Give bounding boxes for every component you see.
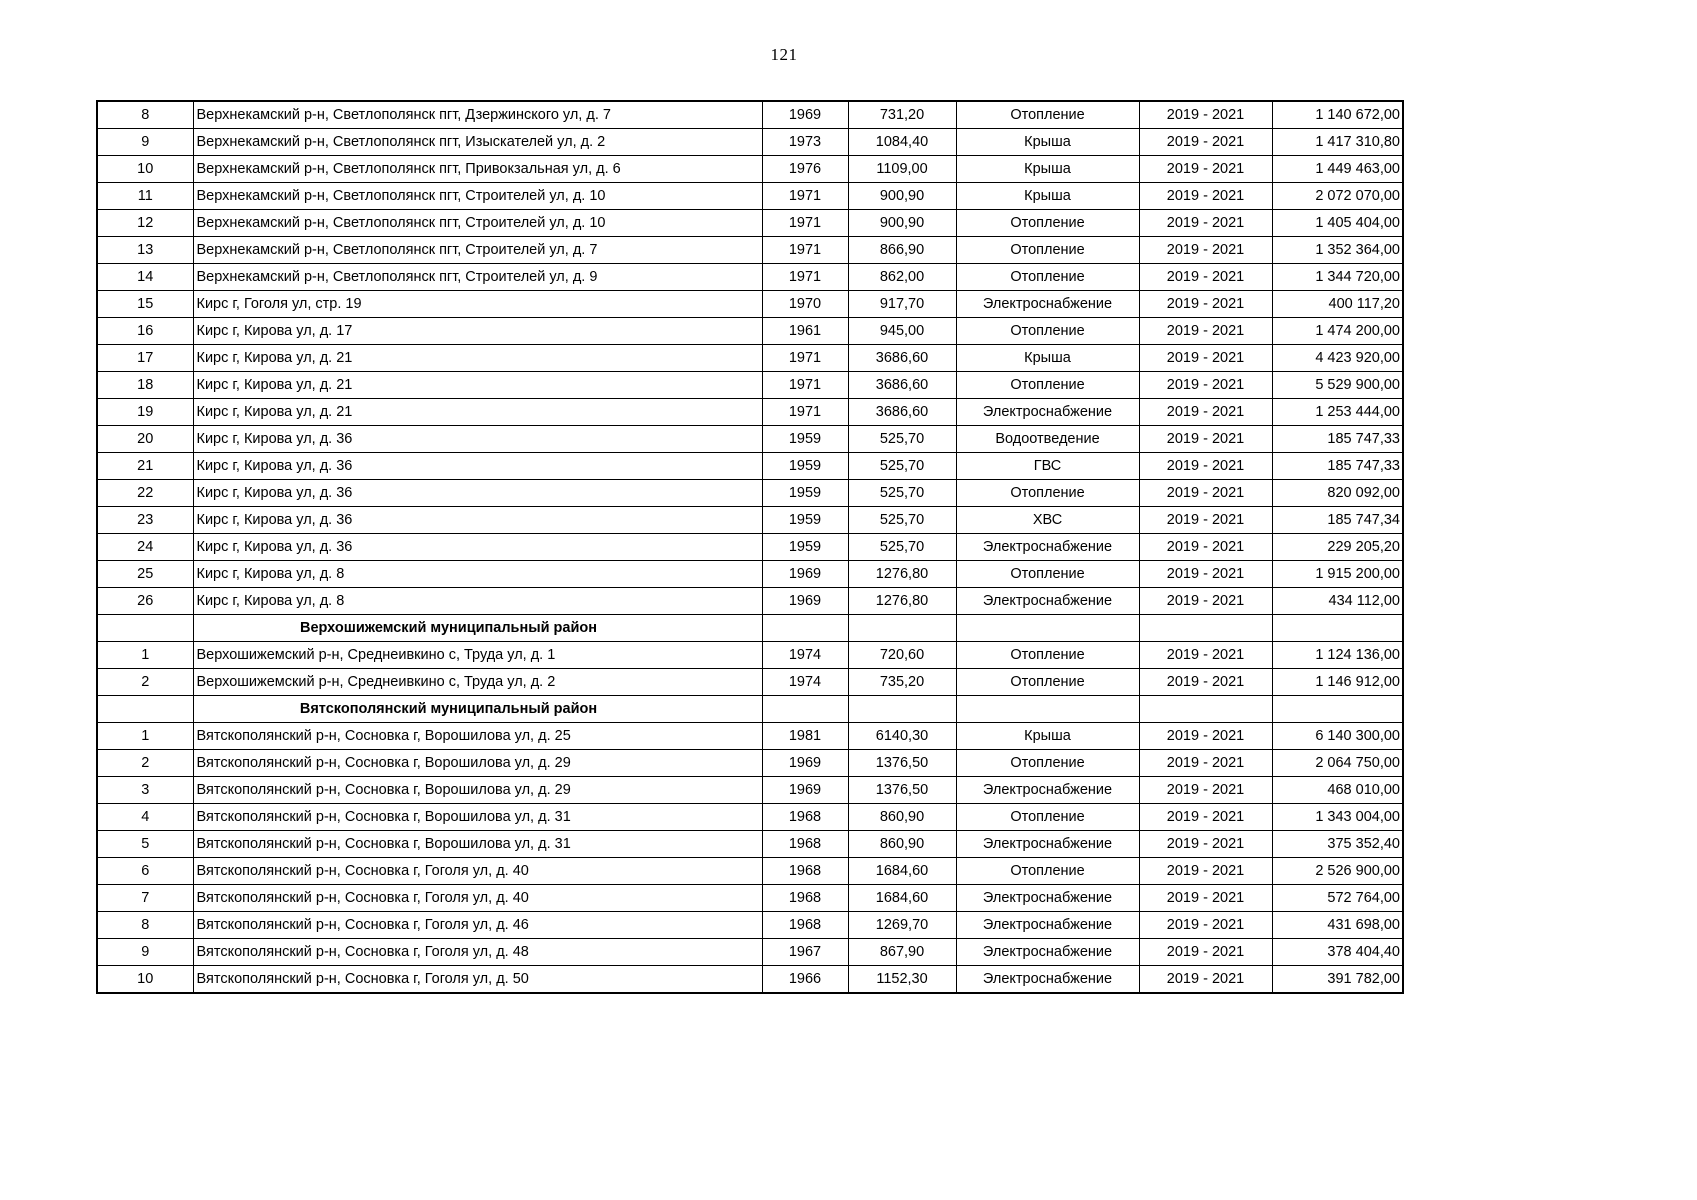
area-cell: 525,70 bbox=[848, 534, 956, 561]
period-cell: 2019 - 2021 bbox=[1139, 885, 1272, 912]
year-built-cell: 1970 bbox=[762, 291, 848, 318]
period-cell: 2019 - 2021 bbox=[1139, 507, 1272, 534]
year-built-cell: 1969 bbox=[762, 561, 848, 588]
period-cell: 2019 - 2021 bbox=[1139, 399, 1272, 426]
section-header-empty-cell bbox=[956, 696, 1139, 723]
address-cell: Вятскополянский р-н, Сосновка г, Гоголя ул, д. 40 bbox=[193, 858, 762, 885]
year-built-cell: 1973 bbox=[762, 129, 848, 156]
cost-cell: 1 140 672,00 bbox=[1272, 101, 1403, 129]
row-number-cell: 20 bbox=[97, 426, 193, 453]
row-number-cell: 8 bbox=[97, 101, 193, 129]
area-cell: 3686,60 bbox=[848, 345, 956, 372]
period-cell: 2019 - 2021 bbox=[1139, 345, 1272, 372]
row-number-cell: 13 bbox=[97, 237, 193, 264]
work-type-cell: Электроснабжение bbox=[956, 831, 1139, 858]
row-number-cell: 4 bbox=[97, 804, 193, 831]
year-built-cell: 1971 bbox=[762, 372, 848, 399]
address-cell: Верхнекамский р-н, Светлополянск пгт, Привокзальная ул, д. 6 bbox=[193, 156, 762, 183]
row-number-cell: 2 bbox=[97, 750, 193, 777]
period-cell: 2019 - 2021 bbox=[1139, 318, 1272, 345]
period-cell: 2019 - 2021 bbox=[1139, 101, 1272, 129]
section-header-row bbox=[97, 615, 1403, 642]
table-row bbox=[97, 291, 1403, 318]
address-cell: Кирс г, Кирова ул, д. 17 bbox=[193, 318, 762, 345]
table-row bbox=[97, 453, 1403, 480]
area-cell: 3686,60 bbox=[848, 399, 956, 426]
area-cell: 900,90 bbox=[848, 210, 956, 237]
table-body bbox=[97, 101, 1403, 993]
area-cell: 1109,00 bbox=[848, 156, 956, 183]
cost-cell: 185 747,33 bbox=[1272, 453, 1403, 480]
cost-cell: 1 474 200,00 bbox=[1272, 318, 1403, 345]
address-cell: Кирс г, Кирова ул, д. 21 bbox=[193, 399, 762, 426]
area-cell: 1269,70 bbox=[848, 912, 956, 939]
year-built-cell: 1959 bbox=[762, 453, 848, 480]
row-number-cell: 14 bbox=[97, 264, 193, 291]
work-type-cell: Отопление bbox=[956, 642, 1139, 669]
address-cell: Верхошижемский р-н, Среднеивкино с, Труда ул, д. 2 bbox=[193, 669, 762, 696]
address-cell: Верхнекамский р-н, Светлополянск пгт, Строителей ул, д. 9 bbox=[193, 264, 762, 291]
cost-cell: 1 352 364,00 bbox=[1272, 237, 1403, 264]
area-cell: 860,90 bbox=[848, 831, 956, 858]
cost-cell: 1 405 404,00 bbox=[1272, 210, 1403, 237]
area-cell: 860,90 bbox=[848, 804, 956, 831]
table-row bbox=[97, 183, 1403, 210]
cost-cell: 468 010,00 bbox=[1272, 777, 1403, 804]
address-cell: Верхошижемский р-н, Среднеивкино с, Труда ул, д. 1 bbox=[193, 642, 762, 669]
work-type-cell: Электроснабжение bbox=[956, 399, 1139, 426]
row-number-cell: 7 bbox=[97, 885, 193, 912]
table-row bbox=[97, 723, 1403, 750]
year-built-cell: 1974 bbox=[762, 669, 848, 696]
cost-cell: 1 253 444,00 bbox=[1272, 399, 1403, 426]
address-cell: Кирс г, Кирова ул, д. 36 bbox=[193, 534, 762, 561]
row-number-cell: 26 bbox=[97, 588, 193, 615]
row-number-cell: 3 bbox=[97, 777, 193, 804]
row-number-cell: 5 bbox=[97, 831, 193, 858]
address-cell: Кирс г, Кирова ул, д. 8 bbox=[193, 561, 762, 588]
cost-cell: 572 764,00 bbox=[1272, 885, 1403, 912]
area-cell: 867,90 bbox=[848, 939, 956, 966]
table-row bbox=[97, 669, 1403, 696]
period-cell: 2019 - 2021 bbox=[1139, 183, 1272, 210]
row-number-cell: 22 bbox=[97, 480, 193, 507]
area-cell: 525,70 bbox=[848, 507, 956, 534]
area-cell: 1684,60 bbox=[848, 885, 956, 912]
period-cell: 2019 - 2021 bbox=[1139, 804, 1272, 831]
row-number-cell: 16 bbox=[97, 318, 193, 345]
row-number-cell: 24 bbox=[97, 534, 193, 561]
table-row bbox=[97, 507, 1403, 534]
period-cell: 2019 - 2021 bbox=[1139, 480, 1272, 507]
row-number-cell: 10 bbox=[97, 156, 193, 183]
year-built-cell: 1981 bbox=[762, 723, 848, 750]
section-header-empty-cell bbox=[848, 615, 956, 642]
year-built-cell: 1968 bbox=[762, 831, 848, 858]
area-cell: 1376,50 bbox=[848, 777, 956, 804]
row-number-cell: 23 bbox=[97, 507, 193, 534]
area-cell: 1152,30 bbox=[848, 966, 956, 994]
table-row bbox=[97, 480, 1403, 507]
area-cell: 1276,80 bbox=[848, 588, 956, 615]
table-row bbox=[97, 831, 1403, 858]
work-type-cell: Крыша bbox=[956, 156, 1139, 183]
period-cell: 2019 - 2021 bbox=[1139, 669, 1272, 696]
year-built-cell: 1969 bbox=[762, 101, 848, 129]
year-built-cell: 1969 bbox=[762, 588, 848, 615]
table-row bbox=[97, 804, 1403, 831]
address-cell: Кирс г, Гоголя ул, стр. 19 bbox=[193, 291, 762, 318]
address-cell: Вятскополянский р-н, Сосновка г, Ворошилова ул, д. 29 bbox=[193, 750, 762, 777]
cost-cell: 400 117,20 bbox=[1272, 291, 1403, 318]
work-type-cell: ГВС bbox=[956, 453, 1139, 480]
table-row bbox=[97, 561, 1403, 588]
address-cell: Вятскополянский р-н, Сосновка г, Ворошилова ул, д. 31 bbox=[193, 804, 762, 831]
period-cell: 2019 - 2021 bbox=[1139, 453, 1272, 480]
table-row bbox=[97, 426, 1403, 453]
section-title: Вятскополянский муниципальный район bbox=[193, 696, 762, 723]
work-type-cell: Электроснабжение bbox=[956, 291, 1139, 318]
section-header-empty-cell bbox=[956, 615, 1139, 642]
work-type-cell: Электроснабжение bbox=[956, 588, 1139, 615]
work-type-cell: Отопление bbox=[956, 318, 1139, 345]
work-type-cell: Крыша bbox=[956, 723, 1139, 750]
row-number-cell: 6 bbox=[97, 858, 193, 885]
work-type-cell: Отопление bbox=[956, 372, 1139, 399]
work-type-cell: Отопление bbox=[956, 101, 1139, 129]
year-built-cell: 1959 bbox=[762, 534, 848, 561]
area-cell: 900,90 bbox=[848, 183, 956, 210]
year-built-cell: 1969 bbox=[762, 777, 848, 804]
year-built-cell: 1974 bbox=[762, 642, 848, 669]
period-cell: 2019 - 2021 bbox=[1139, 534, 1272, 561]
table-row bbox=[97, 129, 1403, 156]
address-cell: Вятскополянский р-н, Сосновка г, Гоголя ул, д. 46 bbox=[193, 912, 762, 939]
cost-cell: 1 146 912,00 bbox=[1272, 669, 1403, 696]
work-type-cell: Крыша bbox=[956, 183, 1139, 210]
year-built-cell: 1969 bbox=[762, 750, 848, 777]
period-cell: 2019 - 2021 bbox=[1139, 912, 1272, 939]
page-number: 121 bbox=[770, 45, 798, 64]
period-cell: 2019 - 2021 bbox=[1139, 750, 1272, 777]
period-cell: 2019 - 2021 bbox=[1139, 156, 1272, 183]
period-cell: 2019 - 2021 bbox=[1139, 129, 1272, 156]
row-number-cell: 2 bbox=[97, 669, 193, 696]
year-built-cell: 1968 bbox=[762, 804, 848, 831]
year-built-cell: 1971 bbox=[762, 264, 848, 291]
year-built-cell: 1966 bbox=[762, 966, 848, 994]
section-header-empty-cell bbox=[1272, 615, 1403, 642]
table-row bbox=[97, 534, 1403, 561]
cost-cell: 185 747,34 bbox=[1272, 507, 1403, 534]
row-number-cell: 12 bbox=[97, 210, 193, 237]
area-cell: 917,70 bbox=[848, 291, 956, 318]
period-cell: 2019 - 2021 bbox=[1139, 939, 1272, 966]
year-built-cell: 1961 bbox=[762, 318, 848, 345]
section-header-row bbox=[97, 696, 1403, 723]
area-cell: 735,20 bbox=[848, 669, 956, 696]
cost-cell: 431 698,00 bbox=[1272, 912, 1403, 939]
repair-schedule-table bbox=[96, 100, 1404, 994]
address-cell: Вятскополянский р-н, Сосновка г, Гоголя ул, д. 40 bbox=[193, 885, 762, 912]
row-number-cell: 25 bbox=[97, 561, 193, 588]
cost-cell: 1 343 004,00 bbox=[1272, 804, 1403, 831]
period-cell: 2019 - 2021 bbox=[1139, 426, 1272, 453]
year-built-cell: 1976 bbox=[762, 156, 848, 183]
year-built-cell: 1959 bbox=[762, 480, 848, 507]
table-row bbox=[97, 237, 1403, 264]
table-row bbox=[97, 101, 1403, 129]
work-type-cell: Отопление bbox=[956, 237, 1139, 264]
area-cell: 1684,60 bbox=[848, 858, 956, 885]
address-cell: Верхнекамский р-н, Светлополянск пгт, Строителей ул, д. 7 bbox=[193, 237, 762, 264]
table-row bbox=[97, 264, 1403, 291]
row-number-cell: 21 bbox=[97, 453, 193, 480]
cost-cell: 2 072 070,00 bbox=[1272, 183, 1403, 210]
year-built-cell: 1968 bbox=[762, 885, 848, 912]
cost-cell: 434 112,00 bbox=[1272, 588, 1403, 615]
table-row bbox=[97, 318, 1403, 345]
year-built-cell: 1971 bbox=[762, 399, 848, 426]
period-cell: 2019 - 2021 bbox=[1139, 291, 1272, 318]
table-row bbox=[97, 642, 1403, 669]
work-type-cell: Электроснабжение bbox=[956, 912, 1139, 939]
area-cell: 1276,80 bbox=[848, 561, 956, 588]
work-type-cell: Крыша bbox=[956, 129, 1139, 156]
period-cell: 2019 - 2021 bbox=[1139, 210, 1272, 237]
area-cell: 1084,40 bbox=[848, 129, 956, 156]
row-number-cell: 15 bbox=[97, 291, 193, 318]
address-cell: Верхнекамский р-н, Светлополянск пгт, Строителей ул, д. 10 bbox=[193, 210, 762, 237]
period-cell: 2019 - 2021 bbox=[1139, 237, 1272, 264]
cost-cell: 820 092,00 bbox=[1272, 480, 1403, 507]
row-number-cell: 17 bbox=[97, 345, 193, 372]
period-cell: 2019 - 2021 bbox=[1139, 966, 1272, 994]
work-type-cell: Отопление bbox=[956, 804, 1139, 831]
period-cell: 2019 - 2021 bbox=[1139, 372, 1272, 399]
area-cell: 6140,30 bbox=[848, 723, 956, 750]
cost-cell: 6 140 300,00 bbox=[1272, 723, 1403, 750]
work-type-cell: Электроснабжение bbox=[956, 885, 1139, 912]
address-cell: Вятскополянский р-н, Сосновка г, Ворошилова ул, д. 25 bbox=[193, 723, 762, 750]
period-cell: 2019 - 2021 bbox=[1139, 858, 1272, 885]
table-row bbox=[97, 156, 1403, 183]
address-cell: Кирс г, Кирова ул, д. 21 bbox=[193, 372, 762, 399]
work-type-cell: Водоотведение bbox=[956, 426, 1139, 453]
cost-cell: 1 344 720,00 bbox=[1272, 264, 1403, 291]
section-title: Верхошижемский муниципальный район bbox=[193, 615, 762, 642]
cost-cell: 4 423 920,00 bbox=[1272, 345, 1403, 372]
area-cell: 525,70 bbox=[848, 453, 956, 480]
cost-cell: 1 449 463,00 bbox=[1272, 156, 1403, 183]
section-header-empty-cell bbox=[1272, 696, 1403, 723]
section-header-empty-cell bbox=[848, 696, 956, 723]
address-cell: Вятскополянский р-н, Сосновка г, Гоголя ул, д. 50 bbox=[193, 966, 762, 994]
row-number-cell: 10 bbox=[97, 966, 193, 994]
cost-cell: 1 417 310,80 bbox=[1272, 129, 1403, 156]
address-cell: Вятскополянский р-н, Сосновка г, Ворошилова ул, д. 31 bbox=[193, 831, 762, 858]
work-type-cell: Отопление bbox=[956, 669, 1139, 696]
area-cell: 731,20 bbox=[848, 101, 956, 129]
area-cell: 866,90 bbox=[848, 237, 956, 264]
work-type-cell: Электроснабжение bbox=[956, 534, 1139, 561]
area-cell: 525,70 bbox=[848, 426, 956, 453]
row-number-cell: 1 bbox=[97, 642, 193, 669]
year-built-cell: 1968 bbox=[762, 912, 848, 939]
table-row bbox=[97, 912, 1403, 939]
table-row bbox=[97, 750, 1403, 777]
cost-cell: 2 526 900,00 bbox=[1272, 858, 1403, 885]
table-row bbox=[97, 939, 1403, 966]
section-header-empty-cell bbox=[1139, 696, 1272, 723]
area-cell: 525,70 bbox=[848, 480, 956, 507]
section-header-empty-cell bbox=[97, 615, 193, 642]
period-cell: 2019 - 2021 bbox=[1139, 777, 1272, 804]
table-row bbox=[97, 777, 1403, 804]
row-number-cell: 19 bbox=[97, 399, 193, 426]
area-cell: 862,00 bbox=[848, 264, 956, 291]
table-row bbox=[97, 399, 1403, 426]
address-cell: Верхнекамский р-н, Светлополянск пгт, Строителей ул, д. 10 bbox=[193, 183, 762, 210]
work-type-cell: Отопление bbox=[956, 210, 1139, 237]
row-number-cell: 8 bbox=[97, 912, 193, 939]
cost-cell: 185 747,33 bbox=[1272, 426, 1403, 453]
period-cell: 2019 - 2021 bbox=[1139, 588, 1272, 615]
table-row bbox=[97, 210, 1403, 237]
row-number-cell: 9 bbox=[97, 939, 193, 966]
year-built-cell: 1971 bbox=[762, 183, 848, 210]
period-cell: 2019 - 2021 bbox=[1139, 831, 1272, 858]
area-cell: 3686,60 bbox=[848, 372, 956, 399]
row-number-cell: 9 bbox=[97, 129, 193, 156]
address-cell: Кирс г, Кирова ул, д. 36 bbox=[193, 453, 762, 480]
year-built-cell: 1959 bbox=[762, 426, 848, 453]
year-built-cell: 1971 bbox=[762, 210, 848, 237]
cost-cell: 1 915 200,00 bbox=[1272, 561, 1403, 588]
section-header-empty-cell bbox=[762, 615, 848, 642]
cost-cell: 229 205,20 bbox=[1272, 534, 1403, 561]
row-number-cell: 18 bbox=[97, 372, 193, 399]
table-row bbox=[97, 885, 1403, 912]
work-type-cell: Отопление bbox=[956, 561, 1139, 588]
work-type-cell: Отопление bbox=[956, 858, 1139, 885]
work-type-cell: Электроснабжение bbox=[956, 939, 1139, 966]
work-type-cell: Отопление bbox=[956, 750, 1139, 777]
period-cell: 2019 - 2021 bbox=[1139, 723, 1272, 750]
table-row bbox=[97, 966, 1403, 994]
table-row bbox=[97, 372, 1403, 399]
period-cell: 2019 - 2021 bbox=[1139, 561, 1272, 588]
work-type-cell: Отопление bbox=[956, 480, 1139, 507]
address-cell: Кирс г, Кирова ул, д. 36 bbox=[193, 507, 762, 534]
area-cell: 1376,50 bbox=[848, 750, 956, 777]
table-row bbox=[97, 588, 1403, 615]
year-built-cell: 1959 bbox=[762, 507, 848, 534]
address-cell: Вятскополянский р-н, Сосновка г, Ворошилова ул, д. 29 bbox=[193, 777, 762, 804]
period-cell: 2019 - 2021 bbox=[1139, 264, 1272, 291]
cost-cell: 2 064 750,00 bbox=[1272, 750, 1403, 777]
year-built-cell: 1968 bbox=[762, 858, 848, 885]
area-cell: 720,60 bbox=[848, 642, 956, 669]
address-cell: Кирс г, Кирова ул, д. 8 bbox=[193, 588, 762, 615]
work-type-cell: Электроснабжение bbox=[956, 777, 1139, 804]
year-built-cell: 1971 bbox=[762, 345, 848, 372]
work-type-cell: ХВС bbox=[956, 507, 1139, 534]
section-header-empty-cell bbox=[97, 696, 193, 723]
address-cell: Кирс г, Кирова ул, д. 21 bbox=[193, 345, 762, 372]
year-built-cell: 1967 bbox=[762, 939, 848, 966]
area-cell: 945,00 bbox=[848, 318, 956, 345]
section-header-empty-cell bbox=[762, 696, 848, 723]
cost-cell: 378 404,40 bbox=[1272, 939, 1403, 966]
address-cell: Вятскополянский р-н, Сосновка г, Гоголя ул, д. 48 bbox=[193, 939, 762, 966]
work-type-cell: Отопление bbox=[956, 264, 1139, 291]
address-cell: Верхнекамский р-н, Светлополянск пгт, Дзержинского ул, д. 7 bbox=[193, 101, 762, 129]
table-row bbox=[97, 345, 1403, 372]
cost-cell: 5 529 900,00 bbox=[1272, 372, 1403, 399]
table-row bbox=[97, 858, 1403, 885]
cost-cell: 391 782,00 bbox=[1272, 966, 1403, 994]
cost-cell: 1 124 136,00 bbox=[1272, 642, 1403, 669]
cost-cell: 375 352,40 bbox=[1272, 831, 1403, 858]
period-cell: 2019 - 2021 bbox=[1139, 642, 1272, 669]
year-built-cell: 1971 bbox=[762, 237, 848, 264]
address-cell: Верхнекамский р-н, Светлополянск пгт, Изыскателей ул, д. 2 bbox=[193, 129, 762, 156]
address-cell: Кирс г, Кирова ул, д. 36 bbox=[193, 426, 762, 453]
row-number-cell: 1 bbox=[97, 723, 193, 750]
work-type-cell: Крыша bbox=[956, 345, 1139, 372]
work-type-cell: Электроснабжение bbox=[956, 966, 1139, 994]
address-cell: Кирс г, Кирова ул, д. 36 bbox=[193, 480, 762, 507]
row-number-cell: 11 bbox=[97, 183, 193, 210]
section-header-empty-cell bbox=[1139, 615, 1272, 642]
